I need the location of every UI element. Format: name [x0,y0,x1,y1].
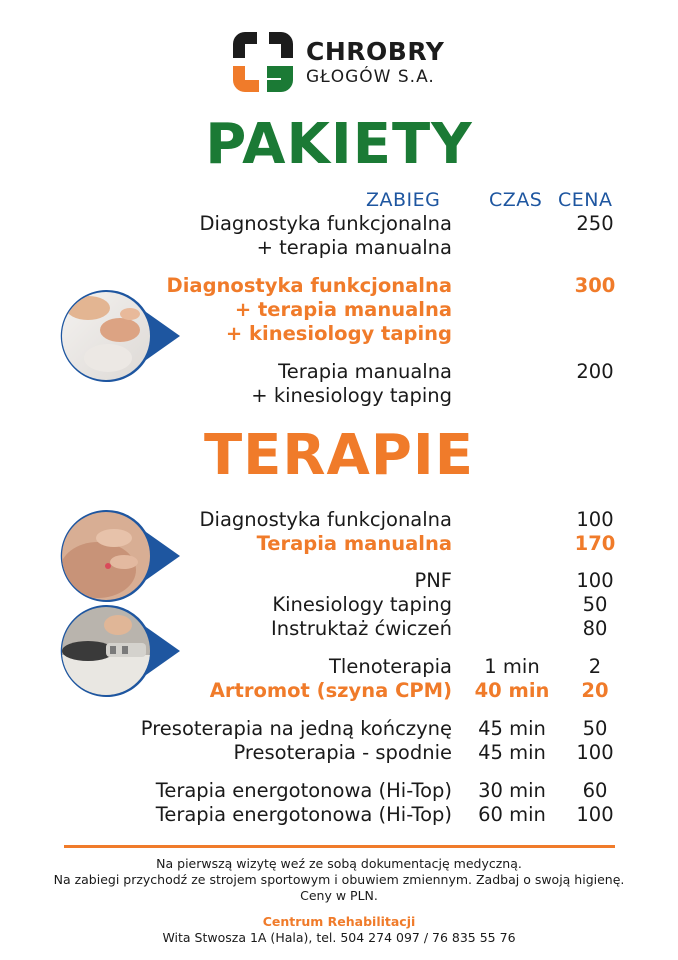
therapy-name: PNF [414,569,452,592]
therapy-name: Terapia energotonowa (Hi-Top) [155,779,452,802]
package-row-continuation [0,384,678,408]
package-price: 250 [576,212,614,235]
section-title-terapie: TERAPIE [203,423,475,488]
footer-address: Wita Stwosza 1A (Hala), tel. 504 274 097 / 76 835 55 76 [162,930,516,945]
package-name: Terapia manualna [278,360,452,383]
package-name: + terapia manualna [256,236,452,259]
therapy-time: 45 min [478,741,546,764]
therapy-price: 50 [582,593,608,616]
therapy-time: 40 min [474,679,550,702]
therapy-price: 20 [581,679,609,702]
section-title-pakiety: PAKIETY [205,112,473,177]
therapy-name: Tlenoterapia [329,655,452,678]
package-price: 300 [574,274,616,297]
therapy-price: 60 [582,779,608,802]
footer-note-documentation: Na pierwszą wizytę weź ze sobą dokumentację medyczną. [156,856,522,871]
therapy-price: 100 [576,508,614,531]
brand-name: CHROBRY [306,37,445,66]
therapy-price: 100 [576,569,614,592]
footer-divider [64,845,615,848]
therapy-price: 2 [588,655,602,678]
therapy-name: Diagnostyka funkcjonalna [199,508,452,531]
equipment-therapy-photo [58,603,182,699]
therapy-name: Instruktaż ćwiczeń [270,617,452,640]
therapy-name: Terapia energotonowa (Hi-Top) [155,803,452,826]
package-name: + kinesiology taping [251,384,452,407]
massage-photo [58,288,182,384]
therapy-price: 80 [582,617,608,640]
therapy-row [0,779,678,803]
package-row [0,212,678,236]
package-name: + terapia manualna [234,298,452,321]
chrobry-logo-icon [231,30,295,94]
column-header-cena: CENA [558,189,613,211]
therapy-time: 1 min [484,655,540,678]
footer-note-currency: Ceny w PLN. [300,888,378,903]
therapy-name: Presoterapia - spodnie [233,741,452,764]
therapy-name: Terapia manualna [256,532,452,555]
manual-therapy-photo [58,508,182,604]
package-price: 200 [576,360,614,383]
column-header-czas: CZAS [489,189,543,211]
footer-center-name: Centrum Rehabilitacji [262,914,416,929]
package-name: Diagnostyka funkcjonalna [199,212,452,235]
therapy-time: 60 min [478,803,546,826]
brand-logo [231,30,461,94]
therapy-name: Kinesiology taping [272,593,452,616]
therapy-name: Artromot (szyna CPM) [209,679,452,702]
package-row-continuation [0,236,678,260]
therapy-name: Presoterapia na jedną kończynę [140,717,452,740]
package-name: Diagnostyka funkcjonalna [166,274,452,297]
brand-subtitle: GŁOGÓW S.A. [306,67,435,87]
package-name: + kinesiology taping [225,322,452,345]
therapy-price: 50 [582,717,608,740]
column-header-zabieg: ZABIEG [366,189,441,211]
therapy-price: 170 [574,532,616,555]
therapy-time: 30 min [478,779,546,802]
therapy-row [0,717,678,741]
therapy-time: 45 min [478,717,546,740]
therapy-row [0,803,678,827]
therapy-price: 100 [576,803,614,826]
therapy-row [0,741,678,765]
footer-note-attire: Na zabiegi przychodź ze strojem sportowym i obuwiem zmiennym. Zadbaj o swoją higienę. [53,872,625,887]
therapy-price: 100 [576,741,614,764]
